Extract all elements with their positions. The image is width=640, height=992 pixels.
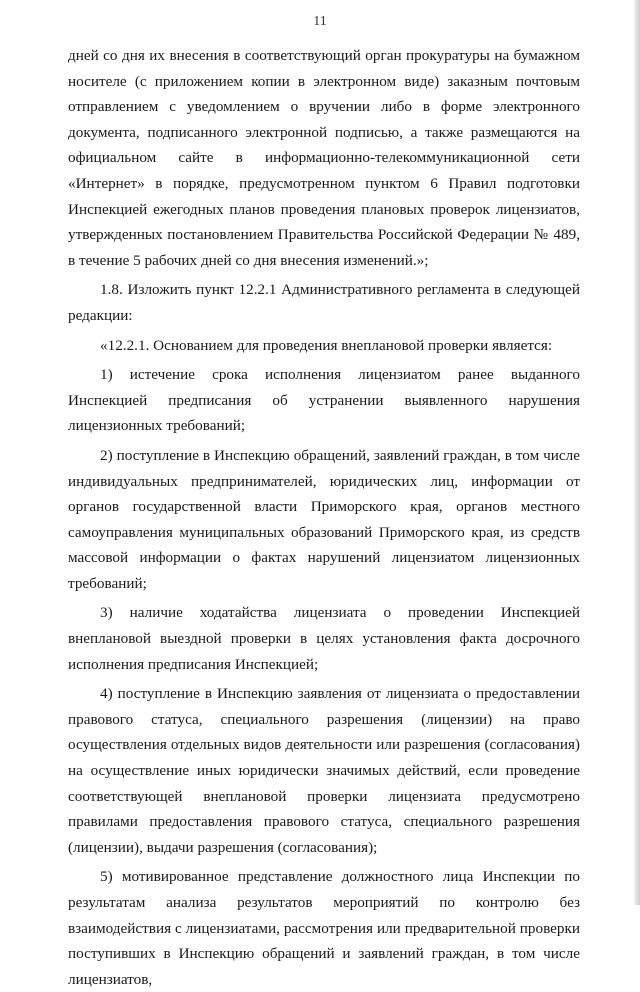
document-body xyxy=(68,43,580,992)
paragraph-clause-12-2-1: «12.2.1. Основанием для проведения внеплановой проверки является: xyxy=(100,336,553,354)
paragraph-amendment-1-8: 1.8. Изложить пункт 12.2.1 Административного регламента в следующей редакции: xyxy=(68,281,580,324)
paragraph-item-3: 3) наличие ходатайства лицензиата о проведении Инспекцией внеплановой выездной проверки в целях установления факта досрочного исполнения предписания Инспекцией; xyxy=(68,604,580,673)
paragraph-item-4: 4) поступление в Инспекцию заявления от лицензиата о предоставлении правового статуса, специального разрешения (лицензии) на право осуществления отдельных видов деятельности или разрешения (согласования) на осуществление иных юридически значимых действий, если проведение соответствующей внеплановой проверки лицензиата предусмотрено правилами предоставления правового статуса, специального разрешения (лицензии), выдачи разрешения (согласования); xyxy=(68,685,580,856)
paragraph-item-1: 1) истечение срока исполнения лицензиатом ранее выданного Инспекцией предписания об устранении выявленного нарушения лицензионных требований; xyxy=(68,366,580,435)
paragraph-item-5: 5) мотивированное представление должностного лица Инспекции по результатам анализа результатов мероприятий по контролю без взаимодействия с лицензиатами, рассмотрения или предварительной проверки поступивших в Инспекцию обращений и заявлений граждан, в том числе лицензиатов, xyxy=(68,868,580,988)
page-number: 11 xyxy=(313,14,327,29)
scan-edge-shadow xyxy=(634,0,640,905)
paragraph-continuation: дней со дня их внесения в соответствующий орган прокуратуры на бумажном носителе (с приложением копии в электронном виде) заказным почтовым отправлением с уведомлением о вручении либо в форме электронного документа, подписанного электронной подписью, а также размещаются на официальном сайте в информационно-телекоммуникационной сети «Интернет» в порядке, предусмотренном пунктом 6 Правил подготовки Инспекцией ежегодных планов проведения плановых проверок лицензиатов, утвержденных постановлением Правительства Российской Федерации № 489, в течение 5 рабочих дней со дня внесения изменений.»; xyxy=(68,47,580,269)
paragraph-item-2: 2) поступление в Инспекцию обращений, заявлений граждан, в том числе индивидуальных предпринимателей, юридических лиц, информации от органов государственной власти Приморского края, органов местного самоуправления муниципальных образований Приморского края, из средств массовой информации о фактах нарушений лицензиатом лицензионных требований; xyxy=(68,446,580,592)
